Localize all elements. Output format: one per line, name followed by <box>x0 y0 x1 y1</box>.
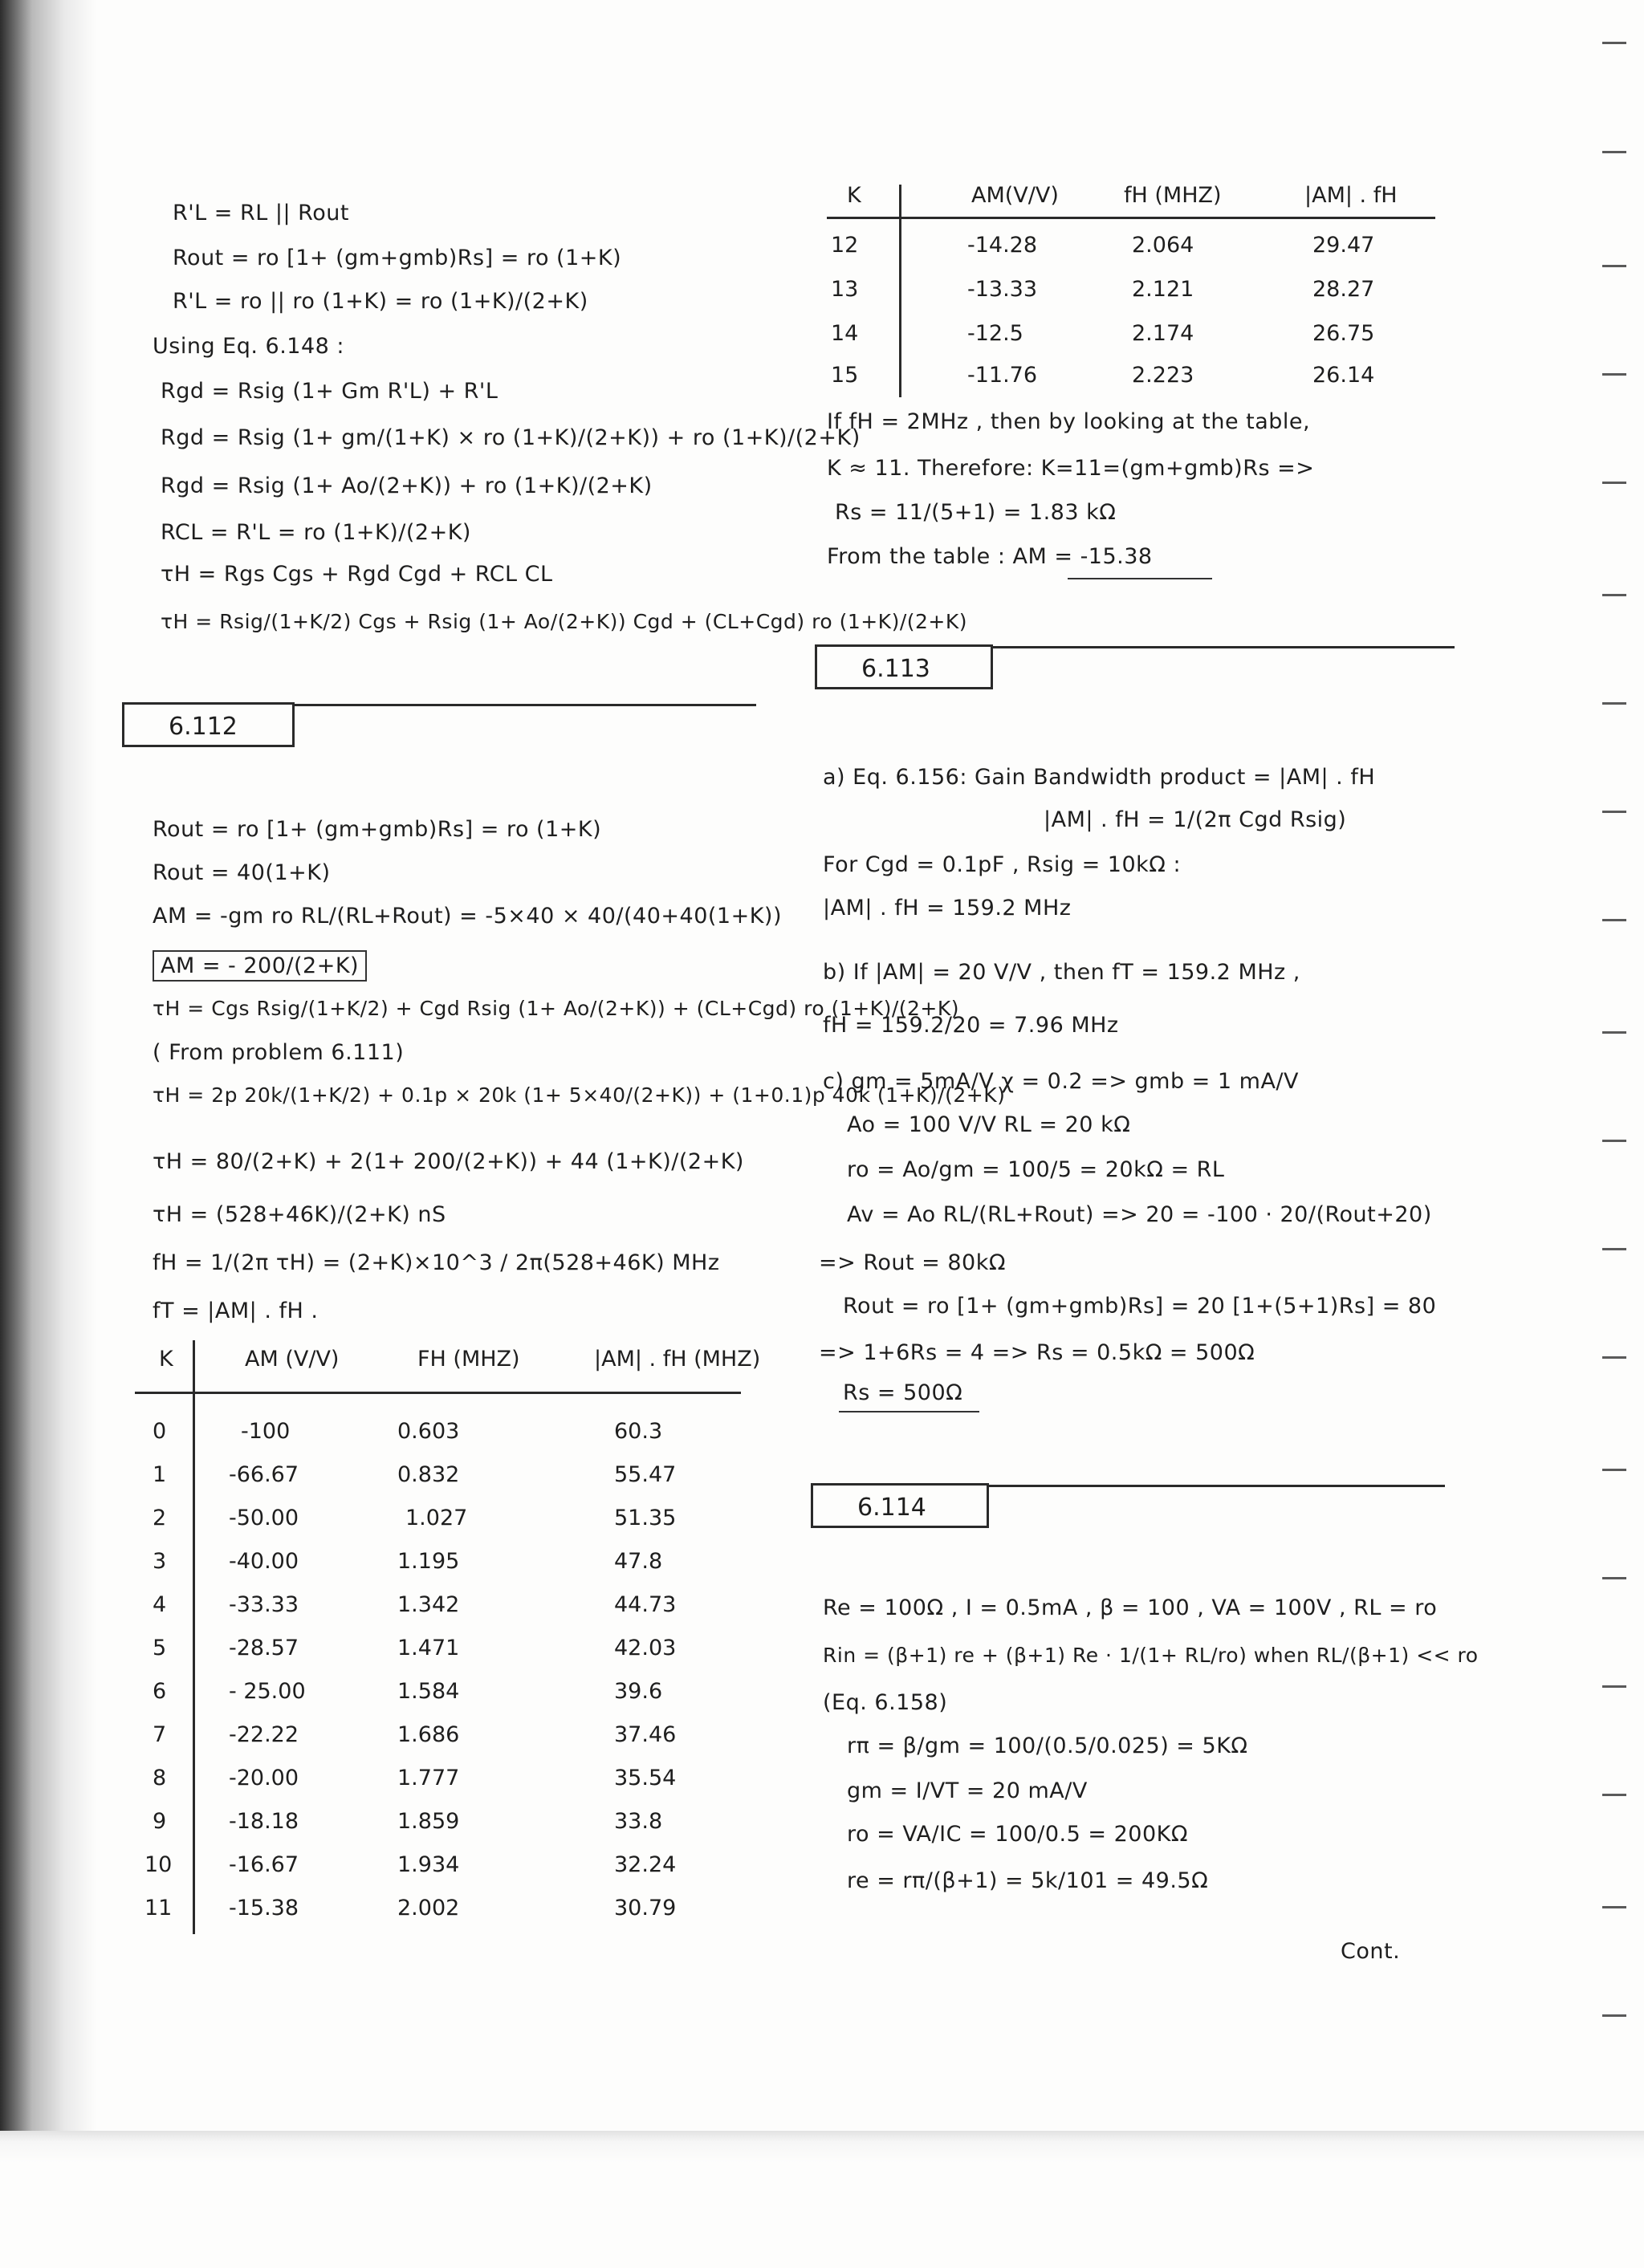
table-cell: -16.67 <box>229 1852 299 1877</box>
table-cell: 44.73 <box>614 1592 677 1617</box>
binder-tick <box>1602 811 1626 813</box>
equation-line: τH = 80/(2+K) + 2(1+ 200/(2+K)) + 44 (1+K)/(2+K) <box>153 1149 744 1174</box>
table-cell: 26.14 <box>1312 363 1375 388</box>
binder-tick <box>1602 1906 1626 1908</box>
equation-line: R'L = ro || ro (1+K) = ro (1+K)/(2+K) <box>173 289 588 314</box>
table-cell: -50.00 <box>229 1506 299 1530</box>
table-column-rule <box>193 1340 195 1934</box>
table-header: |AM| . fH <box>1304 183 1398 208</box>
equation-line: Using Eq. 6.148 : <box>153 334 345 359</box>
table-header: FH (MHZ) <box>417 1347 520 1372</box>
table-cell: 28.27 <box>1312 277 1375 302</box>
equation-line: τH = Rsig/(1+K/2) Cgs + Rsig (1+ Ao/(2+K)) Cgd + (CL+Cgd) ro (1+K)/(2+K) <box>161 610 968 633</box>
table-header: |AM| . fH (MHZ) <box>594 1347 761 1372</box>
table-header: AM (V/V) <box>245 1347 340 1372</box>
table-cell: 0 <box>153 1419 167 1444</box>
equation-line: fH = 1/(2π τH) = (2+K)×10^3 / 2π(528+46K) MHz <box>153 1250 720 1275</box>
table-column-rule <box>899 185 901 397</box>
table-cell: 51.35 <box>614 1506 677 1530</box>
binder-tick <box>1602 265 1626 267</box>
table-cell: 37.46 <box>614 1722 677 1747</box>
table-cell: 1.859 <box>397 1809 460 1834</box>
table-cell: 2 <box>153 1506 167 1530</box>
table-cell: 9 <box>153 1809 167 1834</box>
table-cell: 1 <box>153 1462 167 1487</box>
equation-line: Rout = ro [1+ (gm+gmb)Rs] = ro (1+K) <box>173 246 622 270</box>
table-header: K <box>847 183 861 208</box>
table-cell: 5 <box>153 1636 167 1660</box>
table-cell: 8 <box>153 1766 167 1790</box>
binder-tick <box>1602 1248 1626 1250</box>
equation-line: Av = Ao RL/(RL+Rout) => 20 = -100 · 20/(Rout+20) <box>847 1202 1432 1227</box>
equation-line: τH = 2p 20k/(1+K/2) + 0.1p × 20k (1+ 5×40/(2+K)) + (1+0.1)p 40k (1+K)/(2+K) <box>153 1083 1006 1107</box>
boxed-result: Rs = 500Ω <box>843 1380 963 1405</box>
equation-line: => Rout = 80kΩ <box>819 1250 1007 1275</box>
equation-line: Rs = 11/(5+1) = 1.83 kΩ <box>835 500 1117 525</box>
table-header-rule <box>135 1392 741 1394</box>
table-cell: 32.24 <box>614 1852 677 1877</box>
text-line: Re = 100Ω , I = 0.5mA , β = 100 , VA = 100V , RL = ro <box>823 1595 1438 1620</box>
equation-line: τH = Rgs Cgs + Rgd Cgd + RCL CL <box>161 562 553 587</box>
scan-edge-shadow <box>0 0 96 2135</box>
equation-line: rπ = β/gm = 100/(0.5/0.025) = 5KΩ <box>847 1734 1248 1758</box>
equation-line: |AM| . fH = 1/(2π Cgd Rsig) <box>1044 807 1347 832</box>
text-line: If fH = 2MHz , then by looking at the table, <box>827 409 1311 434</box>
section-6114-label: 6.114 <box>811 1483 989 1528</box>
text-line: From the table : AM = -15.38 <box>827 544 1153 569</box>
binder-tick <box>1602 1794 1626 1796</box>
table-cell: 29.47 <box>1312 233 1375 258</box>
table-cell: 55.47 <box>614 1462 677 1487</box>
table-cell: 13 <box>831 277 859 302</box>
section-6112-label: 6.112 <box>122 702 295 747</box>
table-cell: 7 <box>153 1722 167 1747</box>
table-cell: 2.002 <box>397 1896 460 1920</box>
binder-tick <box>1602 2014 1626 2017</box>
table-cell: 60.3 <box>614 1419 663 1444</box>
equation-line: τH = Cgs Rsig/(1+K/2) + Cgd Rsig (1+ Ao/(2+K)) + (CL+Cgd) ro (1+K)/(2+K) <box>153 997 960 1020</box>
table-cell: 26.75 <box>1312 321 1375 346</box>
binder-tick <box>1602 1685 1626 1688</box>
table-cell: 1.934 <box>397 1852 460 1877</box>
table-cell: 2.174 <box>1132 321 1194 346</box>
table-cell: 14 <box>831 321 859 346</box>
equation-line: τH = (528+46K)/(2+K) nS <box>153 1202 446 1227</box>
table-cell: -20.00 <box>229 1766 299 1790</box>
table-cell: 30.79 <box>614 1896 677 1920</box>
section-6113-label: 6.113 <box>815 644 993 689</box>
table-cell: 11 <box>144 1896 173 1920</box>
equation-line: gm = I/VT = 20 mA/V <box>847 1778 1088 1803</box>
equation-line: Ao = 100 V/V RL = 20 kΩ <box>847 1112 1131 1137</box>
equation-line: |AM| . fH = 159.2 MHz <box>823 896 1072 921</box>
equation-line: R'L = RL || Rout <box>173 201 349 226</box>
text-line: (Eq. 6.158) <box>823 1690 948 1715</box>
equation-line: fT = |AM| . fH . <box>153 1299 319 1323</box>
binder-tick <box>1602 151 1626 153</box>
equation-line: fH = 159.2/20 = 7.96 MHz <box>823 1013 1119 1038</box>
table-cell: 1.584 <box>397 1679 460 1704</box>
table-cell: -40.00 <box>229 1549 299 1574</box>
text-line: b) If |AM| = 20 V/V , then fT = 159.2 MHz , <box>823 960 1300 985</box>
section-6114-rule <box>989 1485 1445 1487</box>
table-cell: -11.76 <box>967 363 1038 388</box>
table-cell: 1.777 <box>397 1766 460 1790</box>
binder-tick <box>1602 594 1626 596</box>
equation-line: For Cgd = 0.1pF , Rsig = 10kΩ : <box>823 852 1182 877</box>
table-cell: 6 <box>153 1679 167 1704</box>
table-header: AM(V/V) <box>971 183 1059 208</box>
table-cell: -18.18 <box>229 1809 299 1834</box>
table-cell: 1.027 <box>405 1506 468 1530</box>
table-cell: 15 <box>831 363 859 388</box>
equation-line: Rin = (β+1) re + (β+1) Re · 1/(1+ RL/ro) when RL/(β+1) << ro <box>823 1644 1479 1667</box>
table-cell: 12 <box>831 233 859 258</box>
binder-tick <box>1602 373 1626 376</box>
equation-line: Rgd = Rsig (1+ Ao/(2+K)) + ro (1+K)/(2+K) <box>161 474 653 498</box>
result-underline <box>839 1411 979 1412</box>
table-cell: 1.686 <box>397 1722 460 1747</box>
table-cell: 42.03 <box>614 1636 677 1660</box>
table-cell: -15.38 <box>229 1896 299 1920</box>
equation-line: ro = VA/IC = 100/0.5 = 200KΩ <box>847 1822 1188 1847</box>
table-cell: -28.57 <box>229 1636 299 1660</box>
table-cell: 35.54 <box>614 1766 677 1790</box>
equation-line: c) gm = 5mA/V χ = 0.2 => gmb = 1 mA/V <box>823 1069 1299 1094</box>
table-cell: 2.223 <box>1132 363 1194 388</box>
binder-tick <box>1602 1577 1626 1579</box>
equation-line: Rout = ro [1+ (gm+gmb)Rs] = 20 [1+(5+1)Rs] = 80 <box>843 1294 1437 1319</box>
table-cell: 3 <box>153 1549 167 1574</box>
equation-line: ro = Ao/gm = 100/5 = 20kΩ = RL <box>847 1157 1225 1182</box>
table-cell: 47.8 <box>614 1549 663 1574</box>
table-cell: 2.121 <box>1132 277 1194 302</box>
table-cell: 33.8 <box>614 1809 663 1834</box>
binder-tick <box>1602 482 1626 484</box>
equation-line: Rgd = Rsig (1+ gm/(1+K) × ro (1+K)/(2+K)) + ro (1+K)/(2+K) <box>161 425 861 450</box>
table-cell: - 25.00 <box>229 1679 306 1704</box>
result-underline <box>1068 578 1212 579</box>
table-cell: -22.22 <box>229 1722 299 1747</box>
binder-tick <box>1602 702 1626 705</box>
table-cell: 10 <box>144 1852 173 1877</box>
equation-line: ( From problem 6.111) <box>153 1040 405 1065</box>
equation-line: Rout = ro [1+ (gm+gmb)Rs] = ro (1+K) <box>153 817 602 842</box>
table-cell: 1.342 <box>397 1592 460 1617</box>
table-cell: 1.471 <box>397 1636 460 1660</box>
binder-tick <box>1602 1031 1626 1034</box>
binder-tick <box>1602 919 1626 921</box>
table-cell: 1.195 <box>397 1549 460 1574</box>
table-cell: 2.064 <box>1132 233 1194 258</box>
table-cell: 0.603 <box>397 1419 460 1444</box>
table-header: K <box>159 1347 173 1372</box>
scan-bottom-edge <box>0 2131 1644 2268</box>
table-cell: 0.832 <box>397 1462 460 1487</box>
equation-line: Rout = 40(1+K) <box>153 860 331 885</box>
text-line: a) Eq. 6.156: Gain Bandwidth product = |AM| . fH <box>823 765 1376 790</box>
binder-tick <box>1602 42 1626 44</box>
section-6113-rule <box>993 646 1455 648</box>
binder-tick <box>1602 1356 1626 1359</box>
table-cell: -14.28 <box>967 233 1038 258</box>
table-cell: 4 <box>153 1592 167 1617</box>
binder-tick <box>1602 1469 1626 1471</box>
equation-line: re = rπ/(β+1) = 5k/101 = 49.5Ω <box>847 1868 1209 1893</box>
equation-line: => 1+6Rs = 4 => Rs = 0.5kΩ = 500Ω <box>819 1340 1255 1365</box>
table-cell: -33.33 <box>229 1592 299 1617</box>
section-6112-rule <box>295 704 756 706</box>
continued-label: Cont. <box>1341 1939 1401 1964</box>
binder-tick <box>1602 1140 1626 1142</box>
table-cell: -13.33 <box>967 277 1038 302</box>
table-cell: -100 <box>241 1419 291 1444</box>
table-header-rule <box>827 217 1435 219</box>
equation-line: AM = -gm ro RL/(RL+Rout) = -5×40 × 40/(40+40(1+K)) <box>153 904 782 929</box>
table-cell: 39.6 <box>614 1679 663 1704</box>
table-cell: -12.5 <box>967 321 1023 346</box>
text-line: K ≈ 11. Therefore: K=11=(gm+gmb)Rs => <box>827 456 1315 481</box>
boxed-result: AM = - 200/(2+K) <box>153 950 367 982</box>
equation-line: RCL = R'L = ro (1+K)/(2+K) <box>161 520 471 545</box>
equation-line: Rgd = Rsig (1+ Gm R'L) + R'L <box>161 379 498 404</box>
table-cell: -66.67 <box>229 1462 299 1487</box>
table-header: fH (MHZ) <box>1124 183 1222 208</box>
